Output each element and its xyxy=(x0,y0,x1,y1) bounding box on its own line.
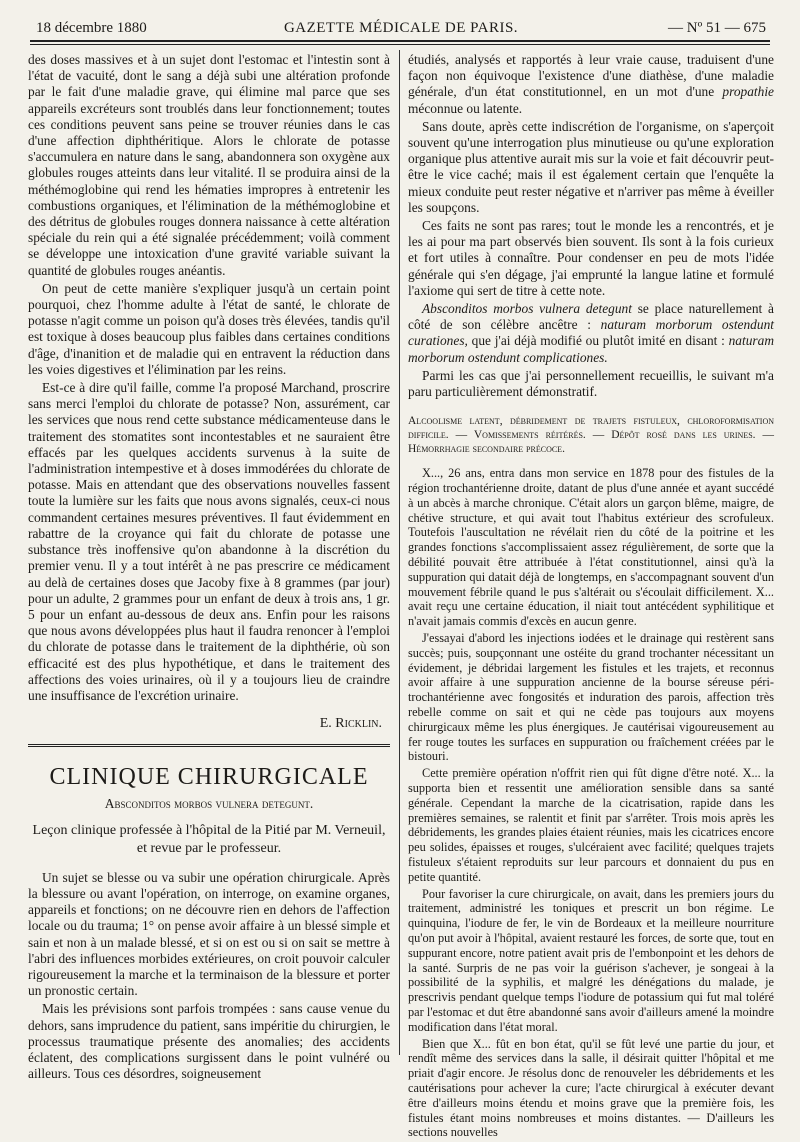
text-run: méconnue ou latente. xyxy=(408,100,523,116)
paragraph: X..., 26 ans, entra dans mon service en 1878 pour des fistules de la région trochantérienne droite, datant de plus d'une année et ayant succédé à un abcès à marche chronique. C'était alors un garçon blême, maigre, de chétive structure, et qui avait tout l'habitus extérieur des scrofuleux. Toutefois l'auscultation ne révélait rien du côté de la poitrine et les grandes fonctions s'accomplissaient assez régulièrement, de sorte que la débilité pouvait être attribuée à l'état constitutionnel, ainsi qu'à la suppuration qui datait déjà de longtemps, en s'accompagnant souvent d'un mouvement fébrile quand le pus s'altérait ou s'écoulait difficilement. X... avait reçu une certaine éducation, il niait tout antécédent syphilitique et n'avait jamais commis d'excès en aucun genre. xyxy=(408,466,774,629)
paragraph: J'essayai d'abord les injections iodées et le drainage qui restèrent sans succès; puis, soupçonnant une ostéite du grand trochanter nécessitant un évidement, je débridai largement les fistules et les trajets, et reconnus avoir affaire à une suppuration ancienne de la bourse séreuse péri-trochantérienne avec fongosités et induration des parois, affection très rebelle comme on sait et qui ne cède pas toujours aux moyens chirurgicaux même les plus énergiques. Je cautérisai vigoureusement au fer rouge toutes les surfaces en suppuration ou fraîchement créées par le bistouri. xyxy=(408,631,774,764)
paragraph: des doses massives et à un sujet dont l'estomac et l'intestin sont à l'état de vacuité, dont le sang a déjà subi une altération profonde par le fait d'une maladie grave, qui élimine mal parce que ses appareils excréteurs sont troublés dans leur fonctionnement; toutes ces conditions peuvent sans peine se trouver réunies dans le cas d'une affection diphthéritique. Alors le chlorate de potasse s'accumulera en nature dans le sang, abandonnera son oxygène aux globules rouges atteints dans leur vitalité. Il se produira ainsi de la méthémoglobine qui rend les hématies impropres à entretenir les combustions organiques, et l'élimination de la méthémoglobine et des détritus de globules rouges donnera naissance à cette altération spéciale du rein qui a été signalée précédemment; voilà comment se développe une intoxication d'une gravité variable suivant la quantité de globules rouges anéantis. xyxy=(28,52,390,278)
paragraph: Cette première opération n'offrit rien qui fût digne d'être noté. X... la supporta bien et ressentit une amélioration sensible dans sa santé générale. Cependant la marche de la cicatrisation, rapide dans les premières semaines, se ralentit et finit par s'arrêter. Trois mois après les débridements, les grandes plaies étaient réunies, mais les cicatrices encore peu solides, épaisses et rouges, s'ulcéraient avec facilité; quelques trajets fistuleux s'étaient reproduits sur leur parcours et donnaient du pus en petite quantité. xyxy=(408,766,774,884)
left-column xyxy=(28,52,390,1084)
paragraph xyxy=(408,52,774,117)
section-divider xyxy=(28,744,390,747)
section-title: CLINIQUE CHIRURGICALE xyxy=(49,764,369,791)
header-journal-title: GAZETTE MÉDICALE DE PARIS. xyxy=(283,20,519,36)
author-signature: E. Ricklin. xyxy=(319,716,382,732)
header-date: 18 décembre 1880 xyxy=(36,20,147,36)
header-rule-thin xyxy=(30,44,770,45)
paragraph xyxy=(408,301,774,366)
epigraph: Absconditos morbos vulnera detegunt. xyxy=(104,795,314,811)
paragraph: Mais les prévisions sont parfois trompées : sans cause venue du dehors, sans imprudence du patient, sans impéritie du chirurgien, le processus traumatique présente des anomalies; des accidents éclatent, des complications surgissent dans le point vulnéré ou ailleurs. Tous ces désordres, soigneusement xyxy=(28,1001,390,1082)
text-run: que j'ai déjà modifié ou plutôt imité en disant : xyxy=(471,333,725,349)
italic-axiom: Absconditos morbos vulnera detegunt xyxy=(422,301,632,317)
paragraph: On peut de cette manière s'expliquer jusqu'à un certain point pourquoi, chez l'homme adulte à l'état de santé, le chlorate de potasse n'agit comme un poison qu'à doses très élevées, tandis qu'il est toxique à doses beaucoup plus faibles dans certaines conditions d'âge, d'inanition et de maladie qui en entravent la réduction dans les voies digestives et l'élimination par les reins. xyxy=(28,280,390,377)
paragraph: Bien que X... fût en bon état, qu'il se fût levé une partie du jour, et rendît même des services dans la salle, il désirait quitter l'hôpital et me priait d'agir encore. Je résolus donc de renouveler les débridements et les cautérisations pour achever la cure; l'acte chirurgical à exécuter devant être d'ailleurs moins étendu et moins grave que la première fois, les fistules étant moins nombreuses et moins distantes. — D'ailleurs les sections nouvelles xyxy=(408,1036,774,1140)
paragraph: Pour favoriser la cure chirurgicale, on avait, dans les premiers jours du traitement, administré les toniques et prescrit un bon régime. Le quinquina, l'iodure de fer, le vin de Bordeaux et la meilleure nourriture qu'on put avoir à l'hôpital, avaient restauré les forces, de sorte que, tout en suppurant encore, notre patient avait pris de l'embonpoint et les dehors de la santé. Surpris de ne pas voir la guérison s'achever, je songeai à la possibilité de la syphilis, et malgré les dénégations du malade, je prescrivis pendant quelque temps l'iodure de potassium qui fut mal toléré par l'estomac et dut être abandonné sans avoir d'ailleurs amené la moindre modification dans l'état moral. xyxy=(408,886,774,1034)
running-header xyxy=(28,14,774,38)
column-divider xyxy=(399,50,400,1055)
text-run: étudiés, analysés et rapportés à leur vraie cause, traduisent d'une façon non équivoque l'existence d'une diathèse, d'une maladie générale, d'un état constitutionnel, en un mot d'une xyxy=(408,52,774,100)
paragraph: Ces faits ne sont pas rares; tout le monde les a rencontrés, et je les ai pour ma part observés bien souvent. Ils sont à la fois curieux et fort utiles à connaître. Pour condenser en peu de mots l'idée générale qui s'en dégage, j'ai emprunté la langue latine et formulé l'axiome qui sert de titre à cette note. xyxy=(408,218,774,298)
right-column xyxy=(408,52,774,1142)
header-rule xyxy=(30,40,770,42)
paragraph: Est-ce à dire qu'il faille, comme l'a proposé Marchand, proscrire sans merci l'emploi du chlorate de potasse? Non, assurément, car les services que nous rend cette substance médicamenteuse dans le traitement des stomatites sont incontestables et ne sauraient être effacés par les quelques accidents survenus à la suite de l'administration intempestive et à doses immodérées du chlorate de potasse. Mais en attendant que des observations nouvelles fassent toute la lumière sur les faits que nous avons signalés, ceux-ci nous commandent certaines mesures préventives. Il faut évidemment en rabattre de la croyance qui fait du chlorate de potasse une substance très inoffensive qu'on abandonne à la discrétion du premier venu. Il y a tout intérêt à ne pas prescrire ce médicament au delà de certaines doses que Jacoby fixe à 8 grammes (par jour) pour un adulte, 2 grammes pour un enfant de deux à trois ans, 1 gr. 5 pour un enfant au-dessous de deux ans. Enfin pour les raisons que nous avons développées plus haut il faudra renoncer à l'emploi du chlorate de potasse dans le traitement de la diphthérie, où son efficacité est des plus hypothétique, et dans le traitement des affections des voies urinaires, où il y a toujours lieu de craindre une insuffisance de l'excrétion urinaire. xyxy=(28,380,390,703)
italic-quote: naturam morborum ostendunt curationes, xyxy=(408,317,774,349)
header-issue-page: — Nº 51 — 675 xyxy=(668,20,766,36)
lecture-byline: Leçon clinique professée à l'hôpital de la Pitié par M. Verneuil, et revue par le professeur. xyxy=(32,822,386,856)
paragraph: Sans doute, après cette indiscrétion de l'organisme, on s'aperçoit souvent qu'une interrogation plus minutieuse ou qu'une exploration organique plus attentive aurait mis sur la voie et fait découvrir peut-être le vice caché; mais il est également certain que l'enquête la mieux conduite peut rester négative et n'arriver pas même à éveiller les soupçons. xyxy=(408,118,774,215)
italic-term: propathie xyxy=(722,84,774,100)
paragraph: Un sujet se blesse ou va subir une opération chirurgicale. Après la blessure ou avant l'opération, on interroge, on examine organes, appareils et fonctions; on ne découvre rien en dehors de l'affection locale ou du trauma; 1° on pense avoir affaire à un blessé simple et sain et non à un malade blessé, et si on est ou si on sait se mettre à l'abri des influences morbides extérieures, on croit pouvoir calculer rigoureusement la marche et la terminaison de la blessure et porter un pronostic certain. xyxy=(28,869,390,999)
paragraph: Parmi les cas que j'ai personnellement recueillis, le suivant m'a paru particulièrement démonstratif. xyxy=(408,367,774,400)
case-heading: Alcoolisme latent, débridement de trajets fistuleux, chloroformisation difficile. — Vomissements réitérés. — Dépôt rosé dans les urines. — Hémorrhagie secondaire précoce. xyxy=(408,415,774,456)
italic-quote: naturam morborum ostendunt complicationes. xyxy=(408,333,774,365)
text-run: se place naturellement à côté de son célèbre ancêtre : xyxy=(408,301,774,333)
